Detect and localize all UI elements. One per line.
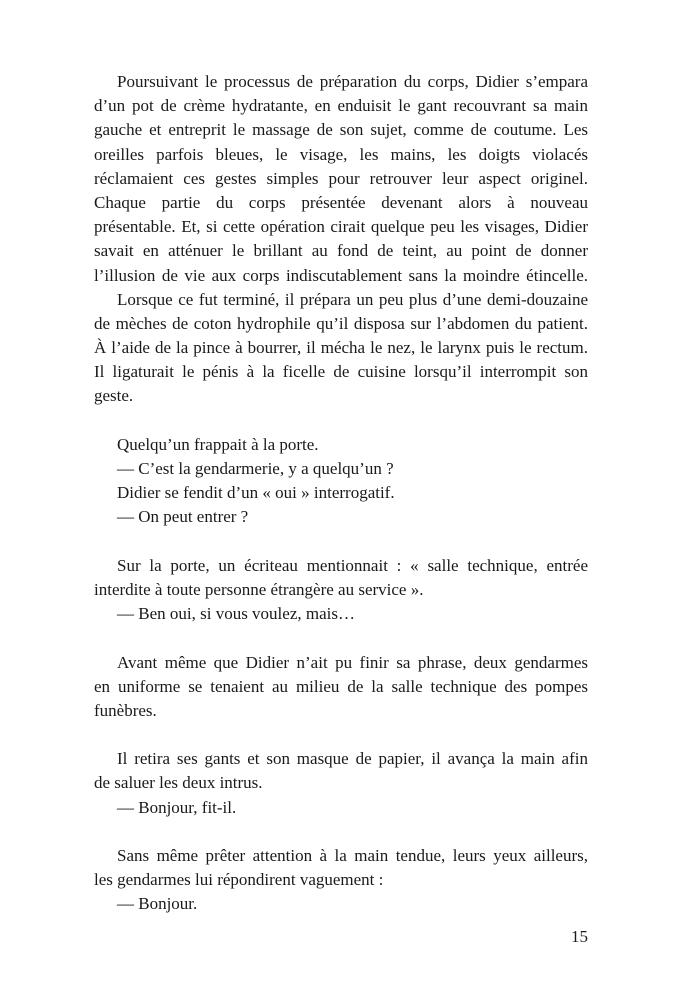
text-line: Chaque partie du corps présentée devenant alors à nouveau [94, 192, 588, 212]
blank-line [94, 626, 588, 650]
text-line: Didier se fendit d’un « oui » interrogatif. [117, 483, 395, 503]
page-body [94, 70, 588, 917]
dialogue-line: — Ben oui, si vous voulez, mais… [117, 604, 355, 624]
blank-line [94, 723, 588, 747]
text-line: Sur la porte, un écriteau mentionnait : « salle technique, entrée [117, 555, 588, 575]
text-line: d’un pot de crème hydratante, en enduisit le gant recouvrant sa main [94, 96, 588, 116]
text-line: interdite à toute personne étrangère au service ». [94, 579, 424, 599]
text-line: de saluer les deux intrus. [94, 773, 263, 793]
text-line: Quelqu’un frappait à la porte. [117, 434, 319, 454]
text-line: geste. [94, 386, 134, 406]
text-line: Avant même que Didier n’ait pu finir sa phrase, deux gendarmes [117, 652, 588, 672]
text-line: en uniforme se tenaient au milieu de la salle technique des pompes [94, 676, 588, 696]
text-line: Il retira ses gants et son masque de papier, il avança la main afin [117, 749, 588, 769]
blank-line [94, 820, 588, 844]
text-line: Il ligaturait le pénis à la ficelle de cuisine lorsqu’il interrompit son [94, 362, 588, 382]
text-line: oreilles parfois bleues, le visage, les mains, les doigts violacés [94, 144, 588, 164]
blank-line [94, 409, 588, 433]
blank-line [94, 530, 588, 554]
page-number: 15 [571, 927, 588, 946]
text-line: réclamaient ces gestes simples pour retrouver leur aspect originel. [94, 168, 588, 188]
text-line: Lorsque ce fut terminé, il prépara un peu plus d’une demi-douzaine [117, 289, 588, 309]
text-line: Poursuivant le processus de préparation du corps, Didier s’empara [117, 72, 588, 91]
dialogue-line: — C’est la gendarmerie, y a quelqu’un ? [117, 459, 394, 478]
text-line: présentable. Et, si cette opération cirait quelque peu les visages, Didier [94, 217, 588, 237]
dialogue-line: — Bonjour. [117, 894, 198, 914]
text-line: l’illusion de vie aux corps indiscutablement sans la moindre étincelle. [94, 265, 588, 285]
text-line: savait en atténuer le brillant au fond de teint, au point de donner [94, 241, 588, 261]
text-line: funèbres. [94, 700, 157, 720]
text-line: les gendarmes lui répondirent vaguement : [94, 870, 384, 890]
dialogue-line: — Bonjour, fit-il. [117, 797, 237, 817]
text-line: gauche et entreprit le massage de son sujet, comme de coutume. Les [94, 120, 588, 140]
text-line: À l’aide de la pince à bourrer, il mécha le nez, le larynx puis le rectum. [94, 338, 588, 358]
dialogue-line: — On peut entrer ? [117, 507, 249, 527]
text-line: de mèches de coton hydrophile qu’il disposa sur l’abdomen du patient. [94, 313, 588, 333]
text-line: Sans même prêter attention à la main tendue, leurs yeux ailleurs, [117, 846, 588, 865]
